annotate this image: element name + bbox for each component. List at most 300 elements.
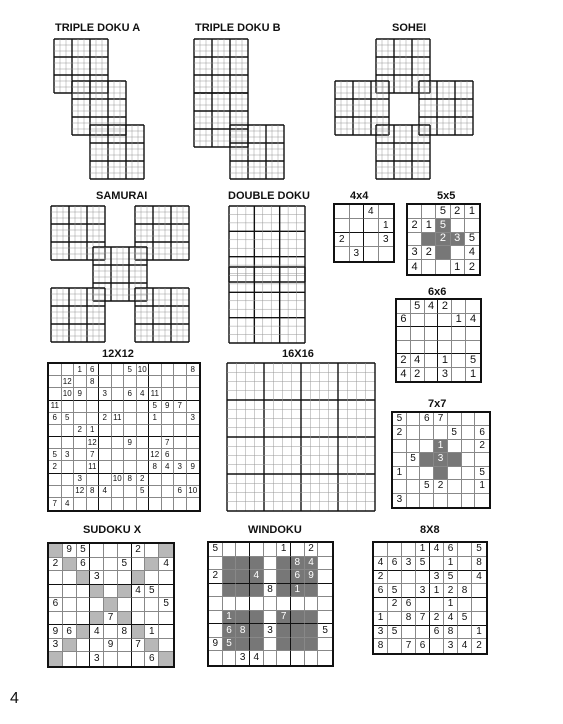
grid-cell xyxy=(264,638,278,652)
grid-cell: 2 xyxy=(438,300,452,314)
grid-cell xyxy=(451,246,465,260)
grid-cell xyxy=(63,639,77,653)
grid-cell: 2 xyxy=(468,260,475,273)
sixteen-block xyxy=(226,362,376,512)
grid-cell xyxy=(90,544,104,558)
grid-cell xyxy=(132,558,146,572)
grid-cell xyxy=(49,388,62,400)
grid-cell xyxy=(393,480,407,493)
grid-cell: 4 xyxy=(159,558,173,572)
grid-cell xyxy=(124,413,137,425)
grid-cell xyxy=(402,584,416,598)
grid-cell xyxy=(277,570,291,584)
grid-cell xyxy=(388,543,402,557)
grid-cell xyxy=(223,543,237,557)
grid-cell: 4 xyxy=(430,543,444,557)
grid-cell: 5 xyxy=(472,543,486,557)
grid-cell: 6 xyxy=(145,652,159,666)
grid-cell: 6 xyxy=(291,570,305,584)
grid-cell xyxy=(407,440,421,453)
grid-cell xyxy=(162,376,175,388)
grid-cell: 6 xyxy=(49,413,62,425)
grid-cell xyxy=(407,480,421,493)
grid-cell: 6 xyxy=(420,413,434,426)
grid-cell xyxy=(49,486,62,498)
grid-cell xyxy=(112,449,125,461)
grid-cell xyxy=(291,624,305,638)
grid-cell xyxy=(318,543,332,557)
grid-cell xyxy=(162,413,175,425)
grid-cell xyxy=(74,498,87,510)
grid-cell xyxy=(187,425,200,437)
grid-cell xyxy=(159,544,173,558)
grid-cell xyxy=(236,557,250,571)
grid-cell xyxy=(149,474,162,486)
grid-cell xyxy=(335,219,350,233)
grid-cell xyxy=(416,626,430,640)
grid-cell xyxy=(448,413,462,426)
grid-cell xyxy=(149,486,162,498)
grid-cell: 8 xyxy=(87,486,100,498)
title-7x7: 7x7 xyxy=(428,398,447,410)
grid-cell xyxy=(112,376,125,388)
grid-cell xyxy=(149,498,162,510)
grid-cell xyxy=(104,598,118,612)
grid-cell: 5 xyxy=(77,544,91,558)
grid-cell: 12 xyxy=(62,376,75,388)
grid-cell xyxy=(99,474,112,486)
grid-cell xyxy=(49,437,62,449)
grid-cell xyxy=(434,467,448,480)
grid-cell: 5 xyxy=(388,584,402,598)
grid-cell xyxy=(132,571,146,585)
grid-cell xyxy=(159,639,173,653)
grid-cell xyxy=(223,570,237,584)
grid-cell: 3 xyxy=(374,626,388,640)
grid-cell xyxy=(187,437,200,449)
grid-cell: 6 xyxy=(388,557,402,571)
grid-cell xyxy=(407,467,421,480)
grid-cell xyxy=(452,354,466,368)
puzzle-6x6-grid xyxy=(395,298,482,383)
grid-cell xyxy=(472,612,486,626)
grid-cell xyxy=(77,585,91,599)
grid-cell: 12 xyxy=(74,486,87,498)
grid-cell xyxy=(99,437,112,449)
grid-cell: 11 xyxy=(87,461,100,473)
grid-cell: 5 xyxy=(49,449,62,461)
grid-cell: 2 xyxy=(430,612,444,626)
grid-cell xyxy=(149,425,162,437)
grid-cell xyxy=(49,612,63,626)
grid-cell: 2 xyxy=(374,571,388,585)
grid-cell xyxy=(87,498,100,510)
grid-cell xyxy=(411,314,425,328)
grid-cell xyxy=(63,652,77,666)
grid-cell: 1 xyxy=(379,219,394,233)
grid-cell: 7 xyxy=(434,413,448,426)
grid-cell xyxy=(472,584,486,598)
grid-cell: 5 xyxy=(407,453,421,466)
grid-cell: 4 xyxy=(408,260,422,274)
puzzle-5x5-grid xyxy=(406,203,481,276)
grid-cell xyxy=(124,486,137,498)
title-sudoku-x: SUDOKU X xyxy=(83,524,142,536)
page-number: 4 xyxy=(10,690,19,707)
grid-cell xyxy=(430,557,444,571)
grid-cell: 3 xyxy=(236,651,250,665)
grid-cell: 3 xyxy=(393,494,407,507)
grid-cell: 10 xyxy=(112,474,125,486)
grid-cell: 6 xyxy=(402,598,416,612)
grid-cell xyxy=(62,486,75,498)
grid-cell xyxy=(264,543,278,557)
grid-cell xyxy=(291,597,305,611)
grid-cell: 2 xyxy=(137,474,150,486)
grid-cell xyxy=(318,611,332,625)
grid-cell xyxy=(62,461,75,473)
grid-cell xyxy=(132,625,146,639)
grid-cell xyxy=(104,625,118,639)
grid-cell xyxy=(430,639,444,653)
grid-cell xyxy=(118,652,132,666)
grid-cell xyxy=(149,376,162,388)
grid-cell xyxy=(411,327,425,341)
grid-cell xyxy=(335,205,350,219)
grid-cell xyxy=(277,597,291,611)
grid-cell: 4 xyxy=(132,585,146,599)
grid-cell xyxy=(374,598,388,612)
title-8x8: 8X8 xyxy=(420,524,440,536)
grid-cell: 1 xyxy=(444,557,458,571)
grid-cell xyxy=(416,598,430,612)
grid-cell: 2 xyxy=(99,413,112,425)
grid-cell: 1 xyxy=(416,543,430,557)
grid-cell: 2 xyxy=(132,544,146,558)
grid-cell xyxy=(137,425,150,437)
grid-cell xyxy=(87,474,100,486)
grid-cell xyxy=(318,570,332,584)
grid-cell: 4 xyxy=(99,486,112,498)
grid-cell xyxy=(112,364,125,376)
grid-cell xyxy=(87,413,100,425)
grid-cell: 3 xyxy=(90,652,104,666)
grid-cell: 2 xyxy=(436,233,450,247)
title-windoku: WINDOKU xyxy=(248,524,302,536)
grid-cell xyxy=(411,341,425,355)
grid-cell xyxy=(393,453,407,466)
double-block-bottom xyxy=(228,266,306,344)
grid-cell xyxy=(350,205,365,219)
grid-cell xyxy=(462,480,476,493)
grid-cell: 4 xyxy=(465,246,479,260)
grid-cell xyxy=(124,401,137,413)
grid-cell xyxy=(277,584,291,598)
grid-cell: 5 xyxy=(411,300,425,314)
grid-cell: 8 xyxy=(458,584,472,598)
grid-cell: 1 xyxy=(291,584,305,598)
grid-cell xyxy=(124,461,137,473)
grid-cell xyxy=(436,246,450,260)
grid-cell xyxy=(112,486,125,498)
grid-cell xyxy=(277,638,291,652)
grid-cell xyxy=(438,341,452,355)
grid-cell xyxy=(420,494,434,507)
grid-cell: 4 xyxy=(364,205,379,219)
grid-cell: 2 xyxy=(444,584,458,598)
grid-cell xyxy=(63,612,77,626)
grid-cell xyxy=(77,639,91,653)
grid-cell: 2 xyxy=(476,640,482,652)
grid-cell xyxy=(305,638,319,652)
grid-cell xyxy=(137,376,150,388)
grid-cell xyxy=(137,449,150,461)
grid-cell: 5 xyxy=(420,480,434,493)
grid-cell xyxy=(174,364,187,376)
grid-cell: 1 xyxy=(451,260,465,274)
grid-cell xyxy=(99,449,112,461)
grid-cell xyxy=(425,354,439,368)
grid-cell xyxy=(388,612,402,626)
grid-cell: 3 xyxy=(90,571,104,585)
grid-cell: 4 xyxy=(162,461,175,473)
grid-cell xyxy=(448,453,462,466)
grid-cell xyxy=(49,544,63,558)
grid-cell: 3 xyxy=(438,368,452,382)
grid-cell: 3 xyxy=(434,453,448,466)
samurai-block-bl xyxy=(50,287,106,343)
grid-cell: 2 xyxy=(475,440,489,453)
grid-cell: 1 xyxy=(149,413,162,425)
grid-cell xyxy=(422,233,436,247)
grid-cell: 6 xyxy=(63,625,77,639)
grid-cell: 5 xyxy=(137,486,150,498)
grid-cell: 6 xyxy=(397,314,411,328)
grid-cell xyxy=(118,585,132,599)
grid-cell xyxy=(223,557,237,571)
grid-cell: 8 xyxy=(374,639,388,653)
grid-cell xyxy=(422,260,436,274)
grid-cell xyxy=(402,626,416,640)
grid-cell xyxy=(408,233,422,247)
grid-cell: 8 xyxy=(264,584,278,598)
grid-cell xyxy=(425,368,439,382)
grid-cell: 8 xyxy=(444,626,458,640)
grid-cell xyxy=(137,437,150,449)
grid-cell: 4 xyxy=(466,314,480,328)
grid-cell xyxy=(364,247,379,261)
grid-cell: 8 xyxy=(124,474,137,486)
grid-cell xyxy=(451,219,465,233)
grid-cell: 3 xyxy=(99,388,112,400)
grid-cell xyxy=(291,638,305,652)
grid-cell xyxy=(124,376,137,388)
grid-cell xyxy=(209,651,223,665)
grid-cell xyxy=(209,624,223,638)
grid-cell xyxy=(462,494,476,507)
grid-cell xyxy=(162,498,175,510)
grid-cell: 1 xyxy=(374,612,388,626)
grid-cell: 7 xyxy=(162,437,175,449)
grid-cell xyxy=(475,413,489,426)
puzzle-4x4-grid xyxy=(333,203,395,263)
grid-cell: 10 xyxy=(187,486,200,498)
grid-cell: 5 xyxy=(448,426,462,439)
grid-cell xyxy=(137,413,150,425)
grid-cell: 4 xyxy=(62,498,75,510)
grid-cell: 4 xyxy=(397,368,411,382)
grid-cell: 6 xyxy=(87,364,100,376)
grid-cell xyxy=(187,498,200,510)
grid-cell xyxy=(49,585,63,599)
grid-cell: 9 xyxy=(49,625,63,639)
grid-cell xyxy=(145,544,159,558)
grid-cell xyxy=(264,651,278,665)
grid-cell: 5 xyxy=(416,557,430,571)
grid-cell xyxy=(77,652,91,666)
grid-cell xyxy=(434,426,448,439)
grid-cell xyxy=(159,625,173,639)
grid-cell: 1 xyxy=(465,205,479,219)
grid-cell xyxy=(458,543,472,557)
title-double-doku: DOUBLE DOKU xyxy=(228,190,310,202)
grid-cell xyxy=(402,543,416,557)
grid-cell xyxy=(407,413,421,426)
grid-cell xyxy=(174,449,187,461)
grid-cell xyxy=(465,219,479,233)
grid-cell: 3 xyxy=(402,557,416,571)
grid-cell: 8 xyxy=(187,364,200,376)
grid-cell xyxy=(466,327,480,341)
grid-cell xyxy=(104,652,118,666)
grid-cell: 5 xyxy=(436,205,450,219)
grid-cell xyxy=(305,584,319,598)
grid-cell xyxy=(74,413,87,425)
grid-cell xyxy=(118,612,132,626)
grid-cell: 5 xyxy=(444,571,458,585)
grid-cell: 10 xyxy=(62,388,75,400)
grid-cell xyxy=(74,461,87,473)
grid-cell: 8 xyxy=(291,557,305,571)
grid-cell: 4 xyxy=(305,557,319,571)
grid-cell xyxy=(250,543,264,557)
grid-cell: 2 xyxy=(209,570,223,584)
grid-cell: 7 xyxy=(402,639,416,653)
grid-cell: 5 xyxy=(145,585,159,599)
grid-cell xyxy=(318,584,332,598)
grid-cell xyxy=(397,327,411,341)
grid-cell xyxy=(118,598,132,612)
grid-cell: 4 xyxy=(444,612,458,626)
grid-cell xyxy=(149,364,162,376)
grid-cell xyxy=(430,598,444,612)
grid-cell xyxy=(118,571,132,585)
grid-cell xyxy=(62,437,75,449)
grid-cell xyxy=(90,585,104,599)
grid-cell: 3 xyxy=(416,584,430,598)
grid-cell: 3 xyxy=(408,246,422,260)
grid-cell xyxy=(159,612,173,626)
grid-cell xyxy=(145,558,159,572)
grid-cell: 12 xyxy=(149,449,162,461)
grid-cell: 6 xyxy=(174,486,187,498)
grid-cell xyxy=(462,453,476,466)
grid-cell: 4 xyxy=(137,388,150,400)
title-6x6: 6x6 xyxy=(428,286,447,298)
puzzle-7x7-grid xyxy=(391,411,491,509)
grid-cell: 1 xyxy=(87,425,100,437)
grid-cell: 5 xyxy=(393,413,407,426)
grid-cell xyxy=(462,426,476,439)
grid-cell: 6 xyxy=(223,624,237,638)
grid-cell: 12 xyxy=(87,437,100,449)
grid-cell xyxy=(137,401,150,413)
grid-cell xyxy=(236,611,250,625)
grid-cell: 4 xyxy=(90,625,104,639)
grid-cell: 2 xyxy=(393,426,407,439)
grid-cell xyxy=(104,544,118,558)
grid-cell xyxy=(462,413,476,426)
grid-cell xyxy=(99,461,112,473)
grid-cell xyxy=(124,425,137,437)
grid-cell: 9 xyxy=(104,639,118,653)
grid-cell: 5 xyxy=(388,626,402,640)
windoku-grid xyxy=(207,541,334,667)
grid-cell: 7 xyxy=(416,612,430,626)
grid-cell: 6 xyxy=(475,426,489,439)
grid-cell xyxy=(438,314,452,328)
grid-cell xyxy=(264,570,278,584)
grid-cell: 8 xyxy=(118,625,132,639)
grid-cell xyxy=(250,638,264,652)
grid-cell xyxy=(162,388,175,400)
grid-cell: 5 xyxy=(436,219,450,233)
grid-cell: 3 xyxy=(350,247,365,261)
grid-cell: 5 xyxy=(209,543,223,557)
grid-cell xyxy=(62,425,75,437)
grid-cell xyxy=(162,364,175,376)
grid-cell: 3 xyxy=(264,624,278,638)
grid-cell: 7 xyxy=(174,401,187,413)
grid-cell: 4 xyxy=(374,557,388,571)
grid-cell xyxy=(236,638,250,652)
grid-cell xyxy=(118,639,132,653)
grid-cell: 5 xyxy=(124,364,137,376)
grid-cell: 2 xyxy=(335,233,350,247)
grid-cell: 5 xyxy=(118,558,132,572)
sudoku-x-grid xyxy=(47,542,175,668)
grid-cell xyxy=(393,440,407,453)
grid-cell xyxy=(112,388,125,400)
grid-cell xyxy=(452,327,466,341)
grid-cell xyxy=(99,401,112,413)
grid-cell: 5 xyxy=(465,233,479,247)
grid-cell xyxy=(305,611,319,625)
grid-cell xyxy=(425,341,439,355)
grid-cell: 11 xyxy=(49,401,62,413)
grid-cell xyxy=(223,597,237,611)
puzzle-12x12-grid xyxy=(47,362,201,512)
grid-cell xyxy=(112,425,125,437)
grid-cell xyxy=(466,300,480,314)
grid-cell xyxy=(162,425,175,437)
grid-cell xyxy=(87,388,100,400)
grid-cell xyxy=(159,571,173,585)
grid-cell xyxy=(379,205,394,219)
grid-cell: 3 xyxy=(379,233,394,247)
grid-cell: 1 xyxy=(145,625,159,639)
grid-cell: 5 xyxy=(458,612,472,626)
